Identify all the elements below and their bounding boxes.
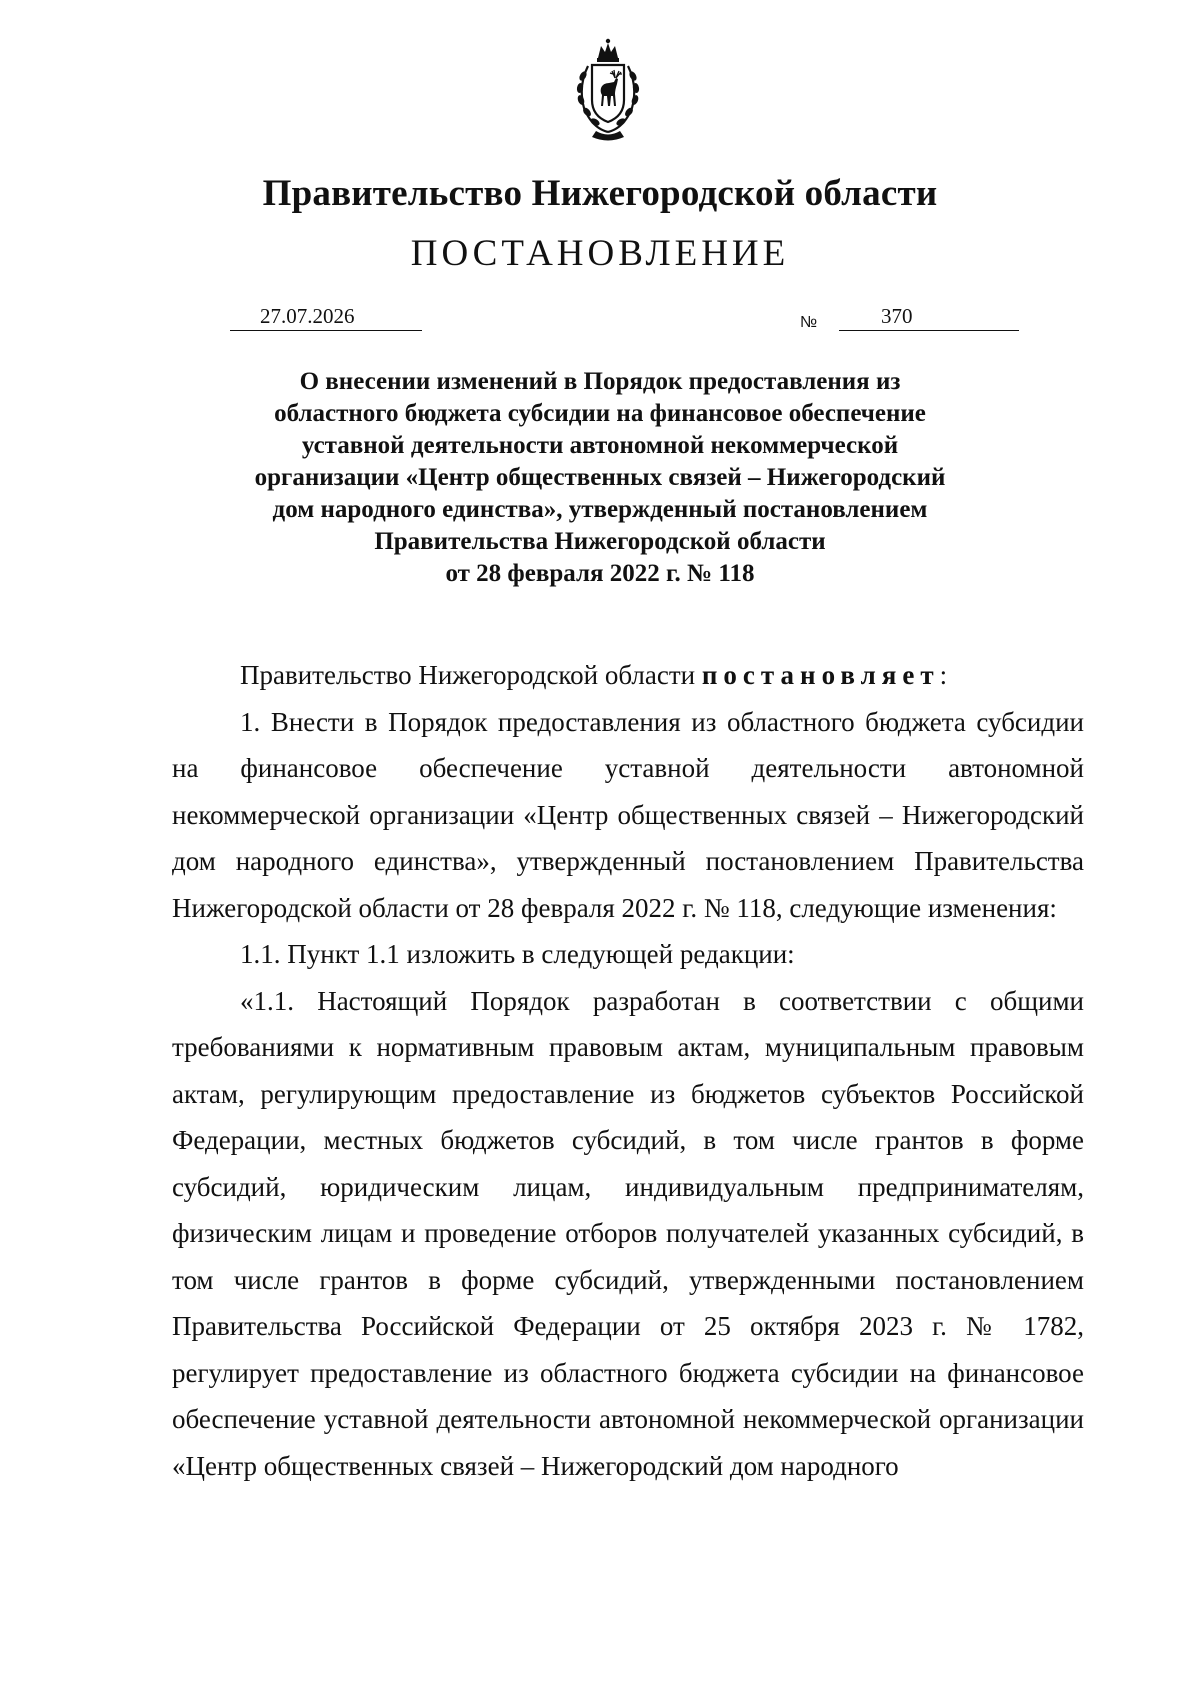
paragraph-1: 1. Внести в Порядок предоставления из областного бюджета субсидии на финансовое обеспечение уставной деятельности автономной некоммерческой организации «Центр общественных связей – Нижегородский дом народного единства», утвержденный постановлением Правительства Нижегородской области от 28 февраля 2022 г. № 118, следующие изменения: — [172, 706, 1084, 923]
coat-of-arms-icon — [570, 38, 646, 142]
document-type: ПОСТАНОВЛЕНИЕ — [410, 233, 790, 274]
resolution-intro — [172, 652, 1084, 699]
document-date: 27.07.2026 — [230, 302, 422, 331]
subject-line: областного бюджета субсидии на финансовое обеспечение — [274, 400, 926, 427]
subject-line: дом народного единства», утвержденный постановлением — [272, 496, 928, 523]
government-title: Правительство Нижегородской области — [262, 173, 938, 214]
document-number: 370 — [839, 302, 1019, 331]
subject-line: от 28 февраля 2022 г. № 118 — [445, 560, 755, 587]
paragraph-quoted-1-1: «1.1. Настоящий Порядок разработан в соответствии с общими требованиями к нормативным правовым актам, муниципальным правовым актам, регулирующим предоставление из бюджетов субъектов Российской Федерации, местных бюджетов субсидий, в том числе грантов в форме субсидий, юридическим лицам, индивидуальным предпринимателям, физическим лицам и проведение отборов получателей указанных субсидий, в том числе грантов в форме субсидий, утвержденными постановлением Правительства Российской Федерации от 25 октября 2023 г. № 1782, регулирует предоставление из областного бюджета субсидии на финансовое обеспечение уставной деятельности автономной некоммерческой организации «Центр общественных связей – Нижегородский дом народного — [172, 985, 1084, 1481]
number-sign: № — [800, 314, 818, 331]
resolution-keyword: постановляет — [701, 660, 940, 690]
intro-colon: : — [939, 660, 948, 690]
document-body — [172, 652, 1084, 1489]
document-subject — [200, 366, 1000, 590]
subject-line: Правительства Нижегородской области — [374, 528, 826, 555]
intro-text: Правительство Нижегородской области — [240, 660, 702, 690]
paragraph-1-1: 1.1. Пункт 1.1 изложить в следующей редакции: — [240, 939, 795, 969]
subject-line: организации «Центр общественных связей – Нижегородский — [254, 464, 946, 491]
subject-line: уставной деятельности автономной некоммерческой — [301, 432, 899, 459]
subject-line: О внесении изменений в Порядок предоставления из — [299, 368, 901, 395]
